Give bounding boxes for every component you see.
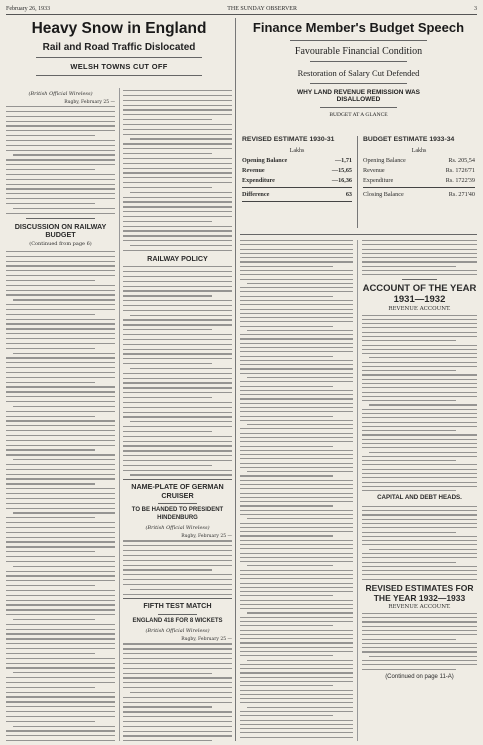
capital-text bbox=[362, 506, 477, 580]
revised-estimates-subheadline: REVENUE ACCOUNT. bbox=[388, 603, 451, 610]
test-match-headline: FIFTH TEST MATCH bbox=[143, 601, 212, 611]
cruiser-deck: TO BE HANDED TO PRESIDENT HINDENBURG bbox=[131, 507, 224, 521]
issue-date: February 26, 1933 bbox=[6, 5, 51, 12]
right-subcolumn-1 bbox=[240, 240, 353, 741]
finance-subheadline: Favourable Financial Condition bbox=[294, 46, 423, 57]
left-subcolumn-2 bbox=[123, 88, 232, 741]
cruiser-headline: NAME-PLATE OF GERMAN CRUISER bbox=[131, 482, 224, 500]
left-column bbox=[6, 18, 232, 741]
masthead bbox=[6, 3, 477, 15]
railway-headline: DISCUSSION ON RAILWAY BUDGET bbox=[14, 221, 107, 240]
cruiser-credit: (British Official Wireless) bbox=[145, 525, 210, 532]
snow-dateline: Rugby, February 25 — bbox=[64, 100, 115, 105]
snow-subheadline: Rail and Road Traffic Dislocated bbox=[42, 42, 196, 53]
right-subcolumn-2 bbox=[362, 240, 477, 741]
account-headline: ACCOUNT OF THE YEAR 1931—1932 bbox=[362, 282, 477, 305]
budget-tables bbox=[240, 136, 477, 236]
revised-estimate-title: REVISED ESTIMATE 1930-31 bbox=[242, 136, 335, 143]
table-row-total: Closing Balance Rs. 271'40 bbox=[363, 191, 475, 198]
table-row: Revenue Rs. 1726'71 bbox=[363, 167, 475, 174]
snow-deck: WELSH TOWNS CUT OFF bbox=[70, 62, 168, 71]
snow-article-text bbox=[6, 106, 115, 214]
budget-estimate-title: BUDGET ESTIMATE 1933-34 bbox=[363, 136, 455, 143]
test-match-dateline: Rugby, February 25 — bbox=[181, 637, 232, 643]
page-number: 3 bbox=[473, 5, 477, 12]
railway-continued: (Continued from page 6) bbox=[29, 240, 92, 247]
revised-estimate-unit: Lakhs bbox=[289, 148, 305, 154]
table-row: Revenue —15,65 bbox=[242, 167, 352, 174]
capital-headline: CAPITAL AND DEBT HEADS. bbox=[377, 494, 462, 502]
right-column bbox=[240, 18, 477, 741]
test-match-credit: (British Official Wireless) bbox=[145, 628, 210, 635]
left-subcolumn-1 bbox=[6, 88, 115, 741]
continued-note: (Continued on page 11-A) bbox=[385, 673, 454, 680]
snow-headline: Heavy Snow in England bbox=[31, 20, 207, 37]
test-match-text bbox=[123, 643, 232, 741]
account-subheadline: REVENUE ACCOUNT. bbox=[388, 305, 451, 312]
table-row-total: Difference 63 bbox=[242, 191, 352, 198]
finance-deck: Restoration of Salary Cut Defended bbox=[297, 68, 420, 78]
cruiser-article-text bbox=[123, 540, 232, 595]
table-row: Expenditure Rs. 1722'39 bbox=[363, 177, 475, 184]
railway-article-text bbox=[6, 251, 115, 741]
finance-headline: Finance Member's Budget Speech bbox=[252, 20, 465, 35]
table-row: Opening Balance Rs. 205,54 bbox=[363, 157, 475, 164]
budget-estimate-table bbox=[363, 136, 475, 201]
snow-credit: (British Official Wireless) bbox=[28, 91, 93, 97]
paper-name: THE SUNDAY OBSERVER bbox=[227, 5, 297, 12]
finance-deck-2: WHY LAND REVENUE REMISSION WAS DISALLOWED bbox=[296, 89, 421, 103]
test-match-deck: ENGLAND 418 FOR 8 WICKETS bbox=[132, 617, 223, 624]
finance-article-text bbox=[240, 240, 353, 741]
revised-estimates-headline: REVISED ESTIMATES FOR THE YEAR 1932—1933 bbox=[365, 582, 474, 603]
cruiser-dateline: Rugby, February 25 — bbox=[181, 534, 232, 540]
budget-estimate-unit: Lakhs bbox=[411, 148, 427, 154]
railway-policy-headline: RAILWAY POLICY bbox=[147, 253, 208, 263]
account-text bbox=[362, 315, 477, 492]
budget-at-a-glance: BUDGET AT A GLANCE bbox=[329, 112, 388, 118]
table-row: Expenditure —16,36 bbox=[242, 177, 352, 184]
finance-article-text-cont bbox=[362, 240, 477, 275]
table-row: Opening Balance —1,71 bbox=[242, 157, 352, 164]
revised-estimates-text bbox=[362, 613, 477, 670]
snow-article-text-cont bbox=[123, 90, 232, 251]
revised-estimate-table bbox=[242, 136, 352, 205]
railway-policy-text bbox=[123, 266, 232, 476]
